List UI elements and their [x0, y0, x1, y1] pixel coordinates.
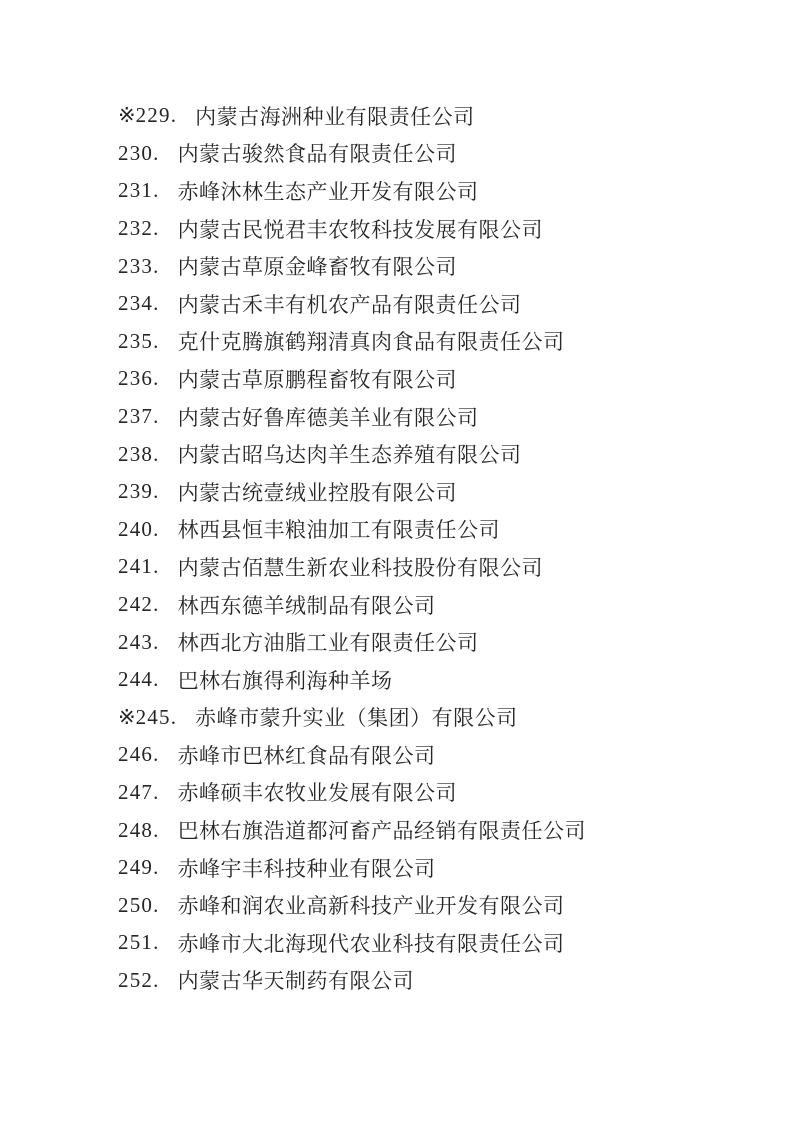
company-name: 内蒙古华天制药有限公司: [177, 969, 415, 994]
list-item: [118, 962, 753, 1000]
item-number: [118, 404, 160, 429]
list-item: [118, 360, 753, 398]
list-item: [118, 661, 753, 699]
item-number-text: 230.: [118, 140, 160, 165]
item-number: [118, 141, 160, 166]
item-number: [118, 818, 160, 843]
item-number-text: 233.: [118, 253, 160, 278]
item-number: [118, 103, 177, 128]
item-number: [118, 329, 160, 354]
item-number: [118, 705, 177, 730]
company-name: 内蒙古统壹绒业控股有限公司: [177, 480, 458, 505]
list-item: [118, 548, 753, 586]
item-number-text: 232.: [118, 216, 160, 241]
list-item: [118, 924, 753, 962]
list-item: [118, 135, 753, 173]
item-number: [118, 366, 160, 391]
list-item: [118, 285, 753, 323]
company-name: 内蒙古草原鹏程畜牧有限公司: [177, 367, 458, 392]
list-item: [118, 886, 753, 924]
list-item: [118, 323, 753, 361]
list-item: [118, 586, 753, 624]
item-number-text: 248.: [118, 817, 160, 842]
company-name: 内蒙古海洲种业有限责任公司: [195, 104, 475, 129]
list-item: [118, 736, 753, 774]
reference-mark-icon: ※: [118, 103, 136, 128]
list-item: [118, 97, 753, 135]
company-name: 巴林右旗浩道都河畜产品经销有限责任公司: [177, 819, 587, 844]
company-name: 内蒙古昭乌达肉羊生态养殖有限公司: [177, 443, 522, 468]
item-number-text: 240.: [118, 516, 160, 541]
list-item: [118, 774, 753, 812]
company-name: 内蒙古禾丰有机农产品有限责任公司: [177, 292, 522, 317]
list-item: [118, 210, 753, 248]
item-number-text: 247.: [118, 779, 160, 804]
company-name: 赤峰市巴林红食品有限公司: [177, 743, 436, 768]
item-number-text: 231.: [118, 178, 160, 203]
company-name: 林西东德羊绒制品有限公司: [177, 593, 436, 618]
list-item: [118, 247, 753, 285]
item-number-text: 234.: [118, 291, 160, 316]
item-number: [118, 855, 160, 880]
item-number: [118, 893, 160, 918]
list-item: [118, 435, 753, 473]
item-number-text: 244.: [118, 667, 160, 692]
company-name: 赤峰市蒙升实业（集团）有限公司: [195, 706, 518, 731]
company-name: 克什克腾旗鹤翔清真肉食品有限责任公司: [177, 330, 565, 355]
company-name: 内蒙古佰慧生新农业科技股份有限公司: [177, 555, 544, 580]
company-name: 赤峰宇丰科技种业有限公司: [177, 856, 436, 881]
item-number-text: 238.: [118, 441, 160, 466]
list-item: [118, 623, 753, 661]
item-number: [118, 592, 160, 617]
item-number: [118, 291, 160, 316]
item-number: [118, 178, 160, 203]
item-number-text: 246.: [118, 742, 160, 767]
item-number: [118, 517, 160, 542]
item-number-text: 229.: [135, 103, 178, 128]
company-list: [118, 97, 753, 999]
company-name: 巴林右旗得利海种羊场: [177, 668, 393, 693]
item-number: [118, 742, 160, 767]
item-number-text: 245.: [135, 704, 178, 729]
item-number-text: 250.: [118, 892, 160, 917]
company-name: 赤峰硕丰农牧业发展有限公司: [177, 781, 458, 806]
list-item: [118, 811, 753, 849]
reference-mark-icon: ※: [118, 704, 136, 729]
item-number: [118, 930, 160, 955]
item-number-text: 237.: [118, 404, 160, 429]
item-number-text: 249.: [118, 855, 160, 880]
item-number: [118, 968, 160, 993]
list-item: [118, 849, 753, 887]
list-item: [118, 473, 753, 511]
company-name: 林西县恒丰粮油加工有限责任公司: [177, 518, 501, 543]
item-number: [118, 216, 160, 241]
company-name: 林西北方油脂工业有限责任公司: [177, 631, 479, 656]
item-number: [118, 630, 160, 655]
item-number: [118, 780, 160, 805]
list-item: [118, 699, 753, 737]
item-number-text: 241.: [118, 554, 160, 579]
item-number-text: 243.: [118, 629, 160, 654]
company-name: 赤峰沐林生态产业开发有限公司: [177, 179, 479, 204]
item-number: [118, 254, 160, 279]
item-number-text: 252.: [118, 967, 160, 992]
item-number-text: 236.: [118, 366, 160, 391]
company-name: 内蒙古骏然食品有限责任公司: [177, 142, 458, 167]
item-number: [118, 479, 160, 504]
list-item: [118, 398, 753, 436]
list-item: [118, 172, 753, 210]
company-name: 赤峰和润农业高新科技产业开发有限公司: [177, 894, 565, 919]
item-number-text: 242.: [118, 592, 160, 617]
company-name: 内蒙古草原金峰畜牧有限公司: [177, 255, 458, 280]
item-number-text: 235.: [118, 328, 160, 353]
list-item: [118, 511, 753, 549]
company-name: 赤峰市大北海现代农业科技有限责任公司: [177, 931, 565, 956]
item-number: [118, 442, 160, 467]
item-number: [118, 554, 160, 579]
item-number: [118, 667, 160, 692]
item-number-text: 239.: [118, 479, 160, 504]
item-number-text: 251.: [118, 930, 160, 955]
company-name: 内蒙古民悦君丰农牧科技发展有限公司: [177, 217, 544, 242]
company-name: 内蒙古好鲁库德美羊业有限公司: [177, 405, 479, 430]
